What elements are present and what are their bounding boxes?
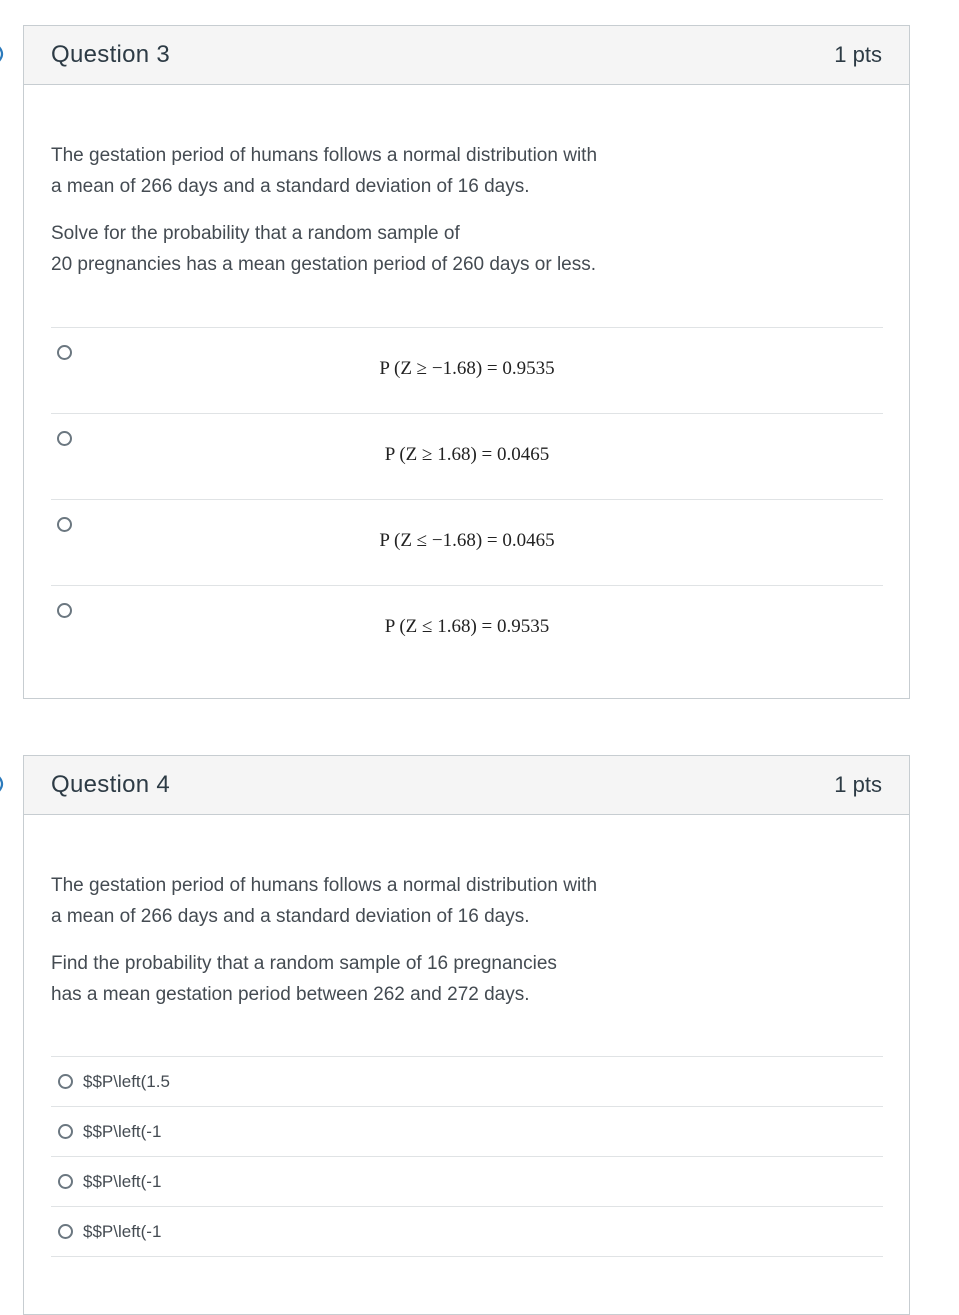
question-title: Question 4	[51, 771, 171, 798]
question-paragraph: The gestation period of humans follows a normal distribution with a mean of 266 days and a standard deviation of 16 days.	[51, 145, 598, 197]
chevron-right-icon[interactable]	[0, 44, 10, 64]
chevron-right-icon[interactable]	[0, 774, 10, 794]
radio-button[interactable]	[58, 1224, 73, 1239]
answer-label: P (Z ≤ −1.68) = 0.0465	[379, 530, 555, 551]
answer-option[interactable]	[51, 500, 883, 586]
question-points: 1 pts	[834, 42, 882, 67]
answer-option[interactable]	[51, 586, 883, 672]
question-body	[24, 815, 909, 1257]
question-body	[24, 85, 909, 672]
answer-option[interactable]	[51, 1107, 883, 1157]
answer-option[interactable]	[51, 328, 883, 414]
question-header	[24, 756, 909, 815]
question-title: Question 3	[51, 41, 171, 68]
question-card	[23, 25, 910, 699]
answer-option[interactable]	[51, 1207, 883, 1257]
answer-option[interactable]	[51, 1057, 883, 1107]
answer-label: $$P\left(-1	[83, 1121, 162, 1141]
question-header	[24, 26, 909, 85]
answer-label: $$P\left(1.5	[83, 1071, 170, 1091]
answer-label: P (Z ≤ 1.68) = 0.9535	[384, 616, 550, 637]
question-card	[23, 755, 910, 1315]
answer-list	[51, 1056, 883, 1257]
answer-label: $$P\left(-1	[83, 1171, 162, 1191]
question-points: 1 pts	[834, 772, 882, 797]
answer-label: P (Z ≥ −1.68) = 0.9535	[379, 358, 555, 379]
answer-label: $$P\left(-1	[83, 1221, 162, 1241]
answer-option[interactable]	[51, 1157, 883, 1207]
question-paragraph: The gestation period of humans follows a normal distribution with a mean of 266 days and a standard deviation of 16 days.	[51, 875, 598, 927]
question-paragraph: Solve for the probability that a random sample of 20 pregnancies has a mean gestation period of 260 days or less.	[51, 223, 597, 275]
question-paragraph: Find the probability that a random sample of 16 pregnancies has a mean gestation period between 262 and 272 days.	[51, 953, 557, 1005]
radio-button[interactable]	[58, 1174, 73, 1189]
answer-option[interactable]	[51, 414, 883, 500]
radio-button[interactable]	[58, 1074, 73, 1089]
radio-button[interactable]	[58, 1124, 73, 1139]
question-text	[51, 85, 883, 327]
answer-label: P (Z ≥ 1.68) = 0.0465	[384, 444, 550, 465]
answer-list	[51, 327, 883, 672]
question-text	[51, 815, 883, 1056]
